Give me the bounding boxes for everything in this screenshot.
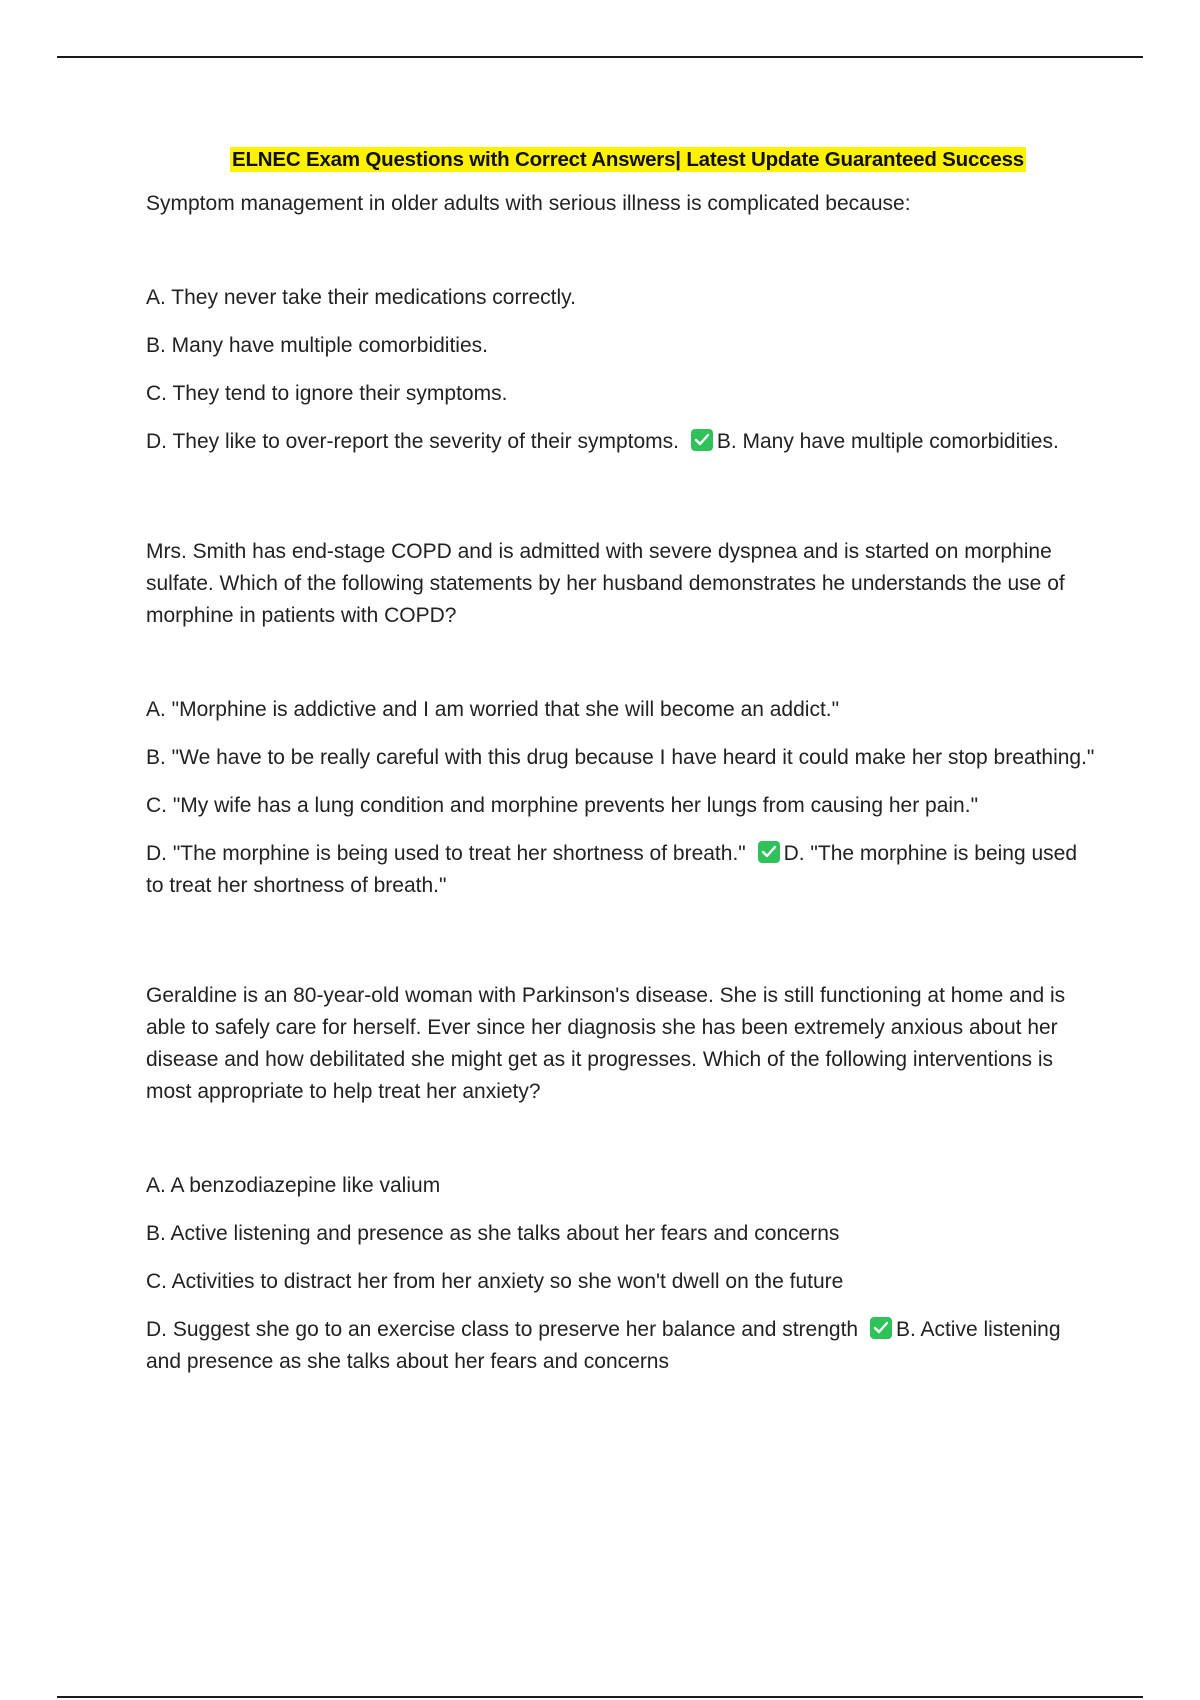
answer-option-with-key (146, 838, 1096, 902)
question-block-2 (146, 536, 1096, 902)
answer-option-with-key (146, 426, 1096, 458)
top-rule (57, 56, 1143, 58)
answer-option: C. "My wife has a lung condition and morphine prevents her lungs from causing her pain." (146, 794, 979, 817)
document-body (146, 144, 1096, 1378)
answer-option-with-key (146, 1314, 1096, 1378)
answer-option: B. Many have multiple comorbidities. (146, 334, 488, 357)
answer-option: D. Suggest she go to an exercise class to preserve her balance and strength (146, 1318, 859, 1341)
correct-answer: B. Active listening and presence as she talks about her fears and concerns (146, 1318, 1061, 1373)
question-text: Geraldine is an 80-year-old woman with Parkinson's disease. She is still functioning at home and is able to safely care for herself. Ever since her diagnosis she has been extremely anxious about her disease and how debilitated she might get as it progresses. Which of the following interventions is most appropriate to help treat her anxiety? (146, 984, 1066, 1103)
bottom-rule (57, 1696, 1143, 1698)
question-text: Symptom management in older adults with serious illness is complicated because: (146, 192, 911, 215)
answer-option: D. They like to over-report the severity of their symptoms. (146, 430, 679, 453)
answer-option: B. "We have to be really careful with this drug because I have heard it could make her stop breathing." (146, 746, 1095, 769)
document-title: ELNEC Exam Questions with Correct Answers| Latest Update Guaranteed Success (232, 148, 1024, 171)
question-block-3 (146, 980, 1096, 1378)
check-mark-icon (870, 1317, 892, 1339)
question-text: Mrs. Smith has end-stage COPD and is admitted with severe dyspnea and is started on morphine sulfate. Which of the following statements by her husband demonstrates he understands the use of morphine in patients with COPD? (146, 540, 1065, 627)
check-mark-icon (758, 841, 780, 863)
answer-option: C. Activities to distract her from her anxiety so she won't dwell on the future (146, 1270, 844, 1293)
answer-option: A. They never take their medications correctly. (146, 286, 576, 309)
answer-option: B. Active listening and presence as she talks about her fears and concerns (146, 1222, 840, 1245)
check-mark-icon (691, 429, 713, 451)
answer-option: A. A benzodiazepine like valium (146, 1174, 441, 1197)
correct-answer: D. "The morphine is being used to treat her shortness of breath." (146, 842, 1078, 897)
question-block-1 (146, 188, 1096, 458)
correct-answer: B. Many have multiple comorbidities. (716, 430, 1059, 453)
answer-option: A. "Morphine is addictive and I am worried that she will become an addict." (146, 698, 840, 721)
document-title-wrap (146, 144, 1096, 176)
answer-option: C. They tend to ignore their symptoms. (146, 382, 508, 405)
answer-option: D. "The morphine is being used to treat her shortness of breath." (146, 842, 746, 865)
